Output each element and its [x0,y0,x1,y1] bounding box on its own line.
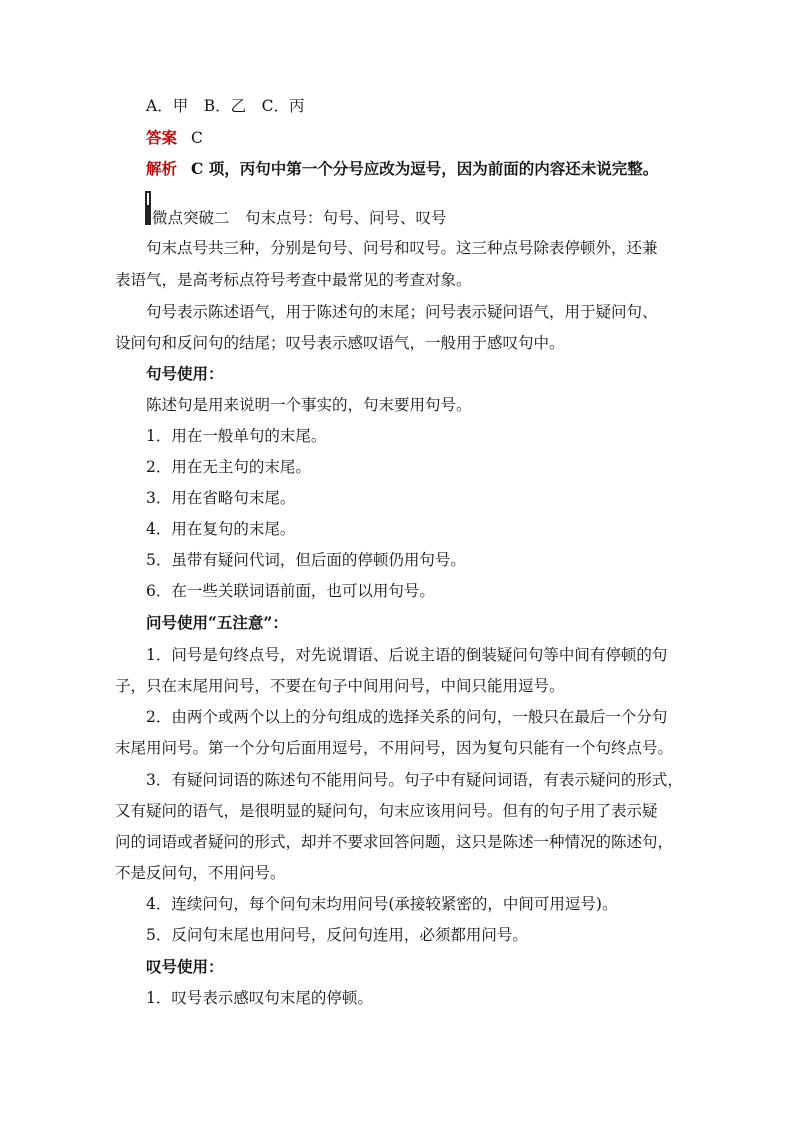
question-item-3-line-1: 3．有疑问词语的陈述句不能用问号。句子中有疑问词语，有表示疑问的形式， [146,771,683,789]
question-item-2-line-1: 2．由两个或两个以上的分句组成的选择关系的问句，一般只在最后一个分句 [146,708,668,726]
period-item: 3．用在省略句末尾。 [146,489,296,507]
section-title: 微点突破二 句末点号：句号、问号、叹号 [152,209,447,227]
question-item-3-line-3: 问的词语或者疑问的形式，却并不要求回答问题，这只是陈述一种情况的陈述句， [115,833,674,851]
section-marker [145,191,151,225]
analysis-row [146,159,706,179]
period-item: 2．用在无主句的末尾。 [146,458,311,476]
analysis-label: 解析 [146,159,178,178]
desc-line-1: 句号表示陈述语气，用于陈述句的末尾；问号表示疑问语气，用于疑问句、 [146,303,658,321]
answer-label: 答案 [146,128,178,147]
period-heading: 句号使用： [146,364,224,383]
period-lead: 陈述句是用来说明一个事实的，句末要用句号。 [146,396,472,414]
question-item-1-line-1: 1．问号是句终点号，对先说谓语、后说主语的倒装疑问句等中间有停顿的句 [146,646,668,664]
question-item-1-line-2: 子，只在末尾用问号，不要在句子中间用问号，中间只能用逗号。 [115,677,565,695]
answer-row [146,128,706,148]
exclaim-heading: 叹号使用： [146,957,224,976]
question-heading: 问号使用“五注意”： [146,613,288,632]
intro-line-1: 句末点号共三种，分别是句号、问号和叹号。这三种点号除表停顿外，还兼 [146,239,658,257]
desc-line-2: 设问句和反问句的结尾；叹号表示感叹语气，一般用于感叹句中。 [115,334,565,352]
question-item-3-line-4: 不是反问句，不用问号。 [115,864,286,882]
question-item-2-line-2: 末尾用问号。第一个分句后面用逗号，不用问号，因为复句只能有一个句终点号。 [115,739,674,757]
period-item: 6．在一些关联词语前面，也可以用句号。 [146,582,435,600]
answer-options: A．甲 B．乙 C．丙 [146,97,305,115]
period-item: 4．用在复句的末尾。 [146,520,296,538]
intro-line-2: 表语气，是高考标点符号考查中最常见的考查对象。 [115,271,472,289]
answer-value: C [191,129,203,147]
question-item-5: 5．反问句末尾也用问号，反问句连用，必须都用问号。 [146,926,528,944]
exclaim-item-1: 1．叹号表示感叹句末尾的停顿。 [146,989,373,1007]
period-item: 5．虽带有疑问代词，但后面的停顿仍用句号。 [146,551,466,569]
analysis-text: C 项，丙句中第一个分号应改为逗号，因为前面的内容还未说完整。 [191,159,659,178]
question-item-4: 4．连续问句，每个问句末均用问号(承接较紧密的，中间可用逗号)。 [146,895,618,913]
period-item: 1．用在一般单句的末尾。 [146,427,327,445]
question-item-3-line-2: 又有疑问的语气，是很明显的疑问句，句末应该用问号。但有的句子用了表示疑 [115,802,658,820]
